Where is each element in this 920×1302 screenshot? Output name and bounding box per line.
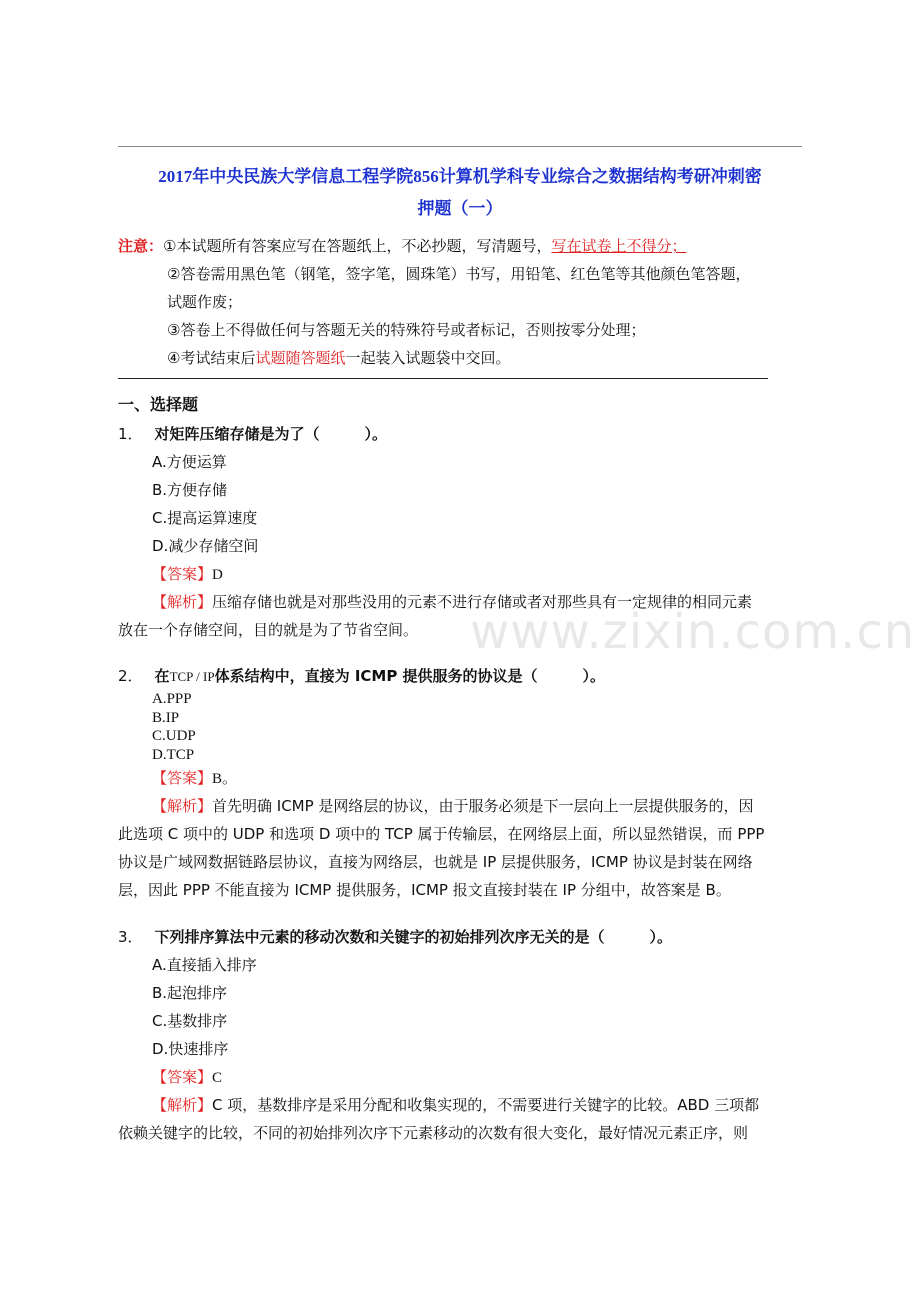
analysis-label: 【解析】 [152,797,213,815]
notice-item1: ①本试题所有答案应写在答题纸上，不必抄题，写清题号， [163,237,552,255]
q2-stem-b: TCP / IP [169,669,215,684]
q2-option-c: C.UDP [152,728,196,744]
q2-option-d: D.TCP [152,747,195,763]
section-title: 一、选择题 [118,395,199,414]
q1-analysis-line1: 压缩存储也就是对那些没用的元素不进行存储或者对那些具有一定规律的相同元素 [212,593,753,611]
notice-item4-prefix: ④考试结束后 [167,349,256,367]
analysis-label: 【解析】 [152,1096,213,1114]
q1-option-d: D.减少存储空间 [152,537,259,555]
question-stem: 对矩阵压缩存储是为了（ ）。 [154,425,388,443]
question-stem: 下列排序算法中元素的移动次数和关键字的初始排列次序无关的是（ ）。 [154,928,673,946]
notice-item3: ③答卷上不得做任何与答题无关的特殊符号或者标记，否则按零分处理； [167,321,646,339]
answer-label: 【答案】 [152,1068,213,1086]
q3-option-c: C.基数排序 [152,1012,228,1030]
answer-value: C [212,1070,223,1086]
q2-option-b: B.IP [152,710,180,726]
q2-stem-c: 体系结构中，直接为 ICMP 提供服务的协议是（ ）。 [214,667,606,685]
answer-value: D [212,567,223,583]
watermark: www.zixin.com.cn [470,604,916,660]
q3-analysis [118,1091,802,1147]
exam-title-line1: 2017年中央民族大学信息工程学院856计算机学科专业综合之数据结构考研冲刺密 [158,167,762,186]
q1-option-b: B.方便存储 [152,481,228,499]
q2-analysis-line4: 层，因此 PPP 不能直接为 ICMP 提供服务，ICMP 报文直接封装在 IP 分组中，故答案是 B。 [118,881,731,899]
q2-analysis-line1: 首先明确 ICMP 是网络层的协议，由于服务必须是下一层向上一层提供服务的，因 [212,797,754,815]
q3-answer [152,1067,222,1088]
question-number: 2． [118,667,143,685]
question-3 [118,927,672,947]
notice-item2-line1: ②答卷需用黑色笔（钢笔，签字笔，圆珠笔）书写，用铅笔、红色笔等其他颜色笔答题， [167,265,751,283]
notice-item4-suffix: 一起装入试题袋中交回。 [345,349,511,367]
answer-label: 【答案】 [152,565,213,583]
q3-option-b: B.起泡排序 [152,984,228,1002]
section-rule [118,378,768,379]
q3-option-a: A.直接插入排序 [152,956,257,974]
q2-analysis [118,792,802,904]
q1-option-a: A.方便运算 [152,453,227,471]
question-2 [118,666,605,687]
answer-value: B。 [212,771,238,787]
analysis-label: 【解析】 [152,593,213,611]
q2-analysis-line2: 此选项 C 项中的 UDP 和选项 D 项中的 TCP 属于传输层，在网络层上面，所以显然错误，而 PPP [118,825,765,843]
notice-item2-line2: 试题作废； [167,293,243,311]
exam-title-line2: 押题（一） [417,199,503,218]
notice-item4-red: 试题随答题纸 [255,349,346,367]
question-number: 3． [118,928,143,946]
notice-label: 注意： [118,237,164,255]
q1-option-c: C.提高运算速度 [152,509,258,527]
answer-label: 【答案】 [152,769,213,787]
question-1 [118,424,387,444]
top-rule [118,146,802,147]
q3-analysis-line1: C 项，基数排序是采用分配和收集实现的，不需要进行关键字的比较。ABD 三项都 [212,1096,760,1114]
q1-answer [152,564,223,585]
q2-answer [152,768,237,789]
q3-option-d: D.快速排序 [152,1040,229,1058]
notice-item4 [167,348,510,368]
q1-analysis-line2: 放在一个存储空间，目的就是为了节省空间。 [118,621,419,639]
q2-analysis-line3: 协议是广域网数据链路层协议，直接为网络层，也就是 IP 层提供服务，ICMP 协议是封装在网络 [118,853,753,871]
notice-block [118,236,686,256]
q2-stem-a: 在 [154,667,170,685]
notice-item1-warning: 写在试卷上不得分； [551,237,687,255]
q2-option-a: A.PPP [152,691,192,707]
q3-analysis-line2: 依赖关键字的比较，不同的初始排列次序下元素移动的次数有很大变化，最好情况元素正序，则 [118,1124,749,1142]
question-number: 1． [118,425,143,443]
